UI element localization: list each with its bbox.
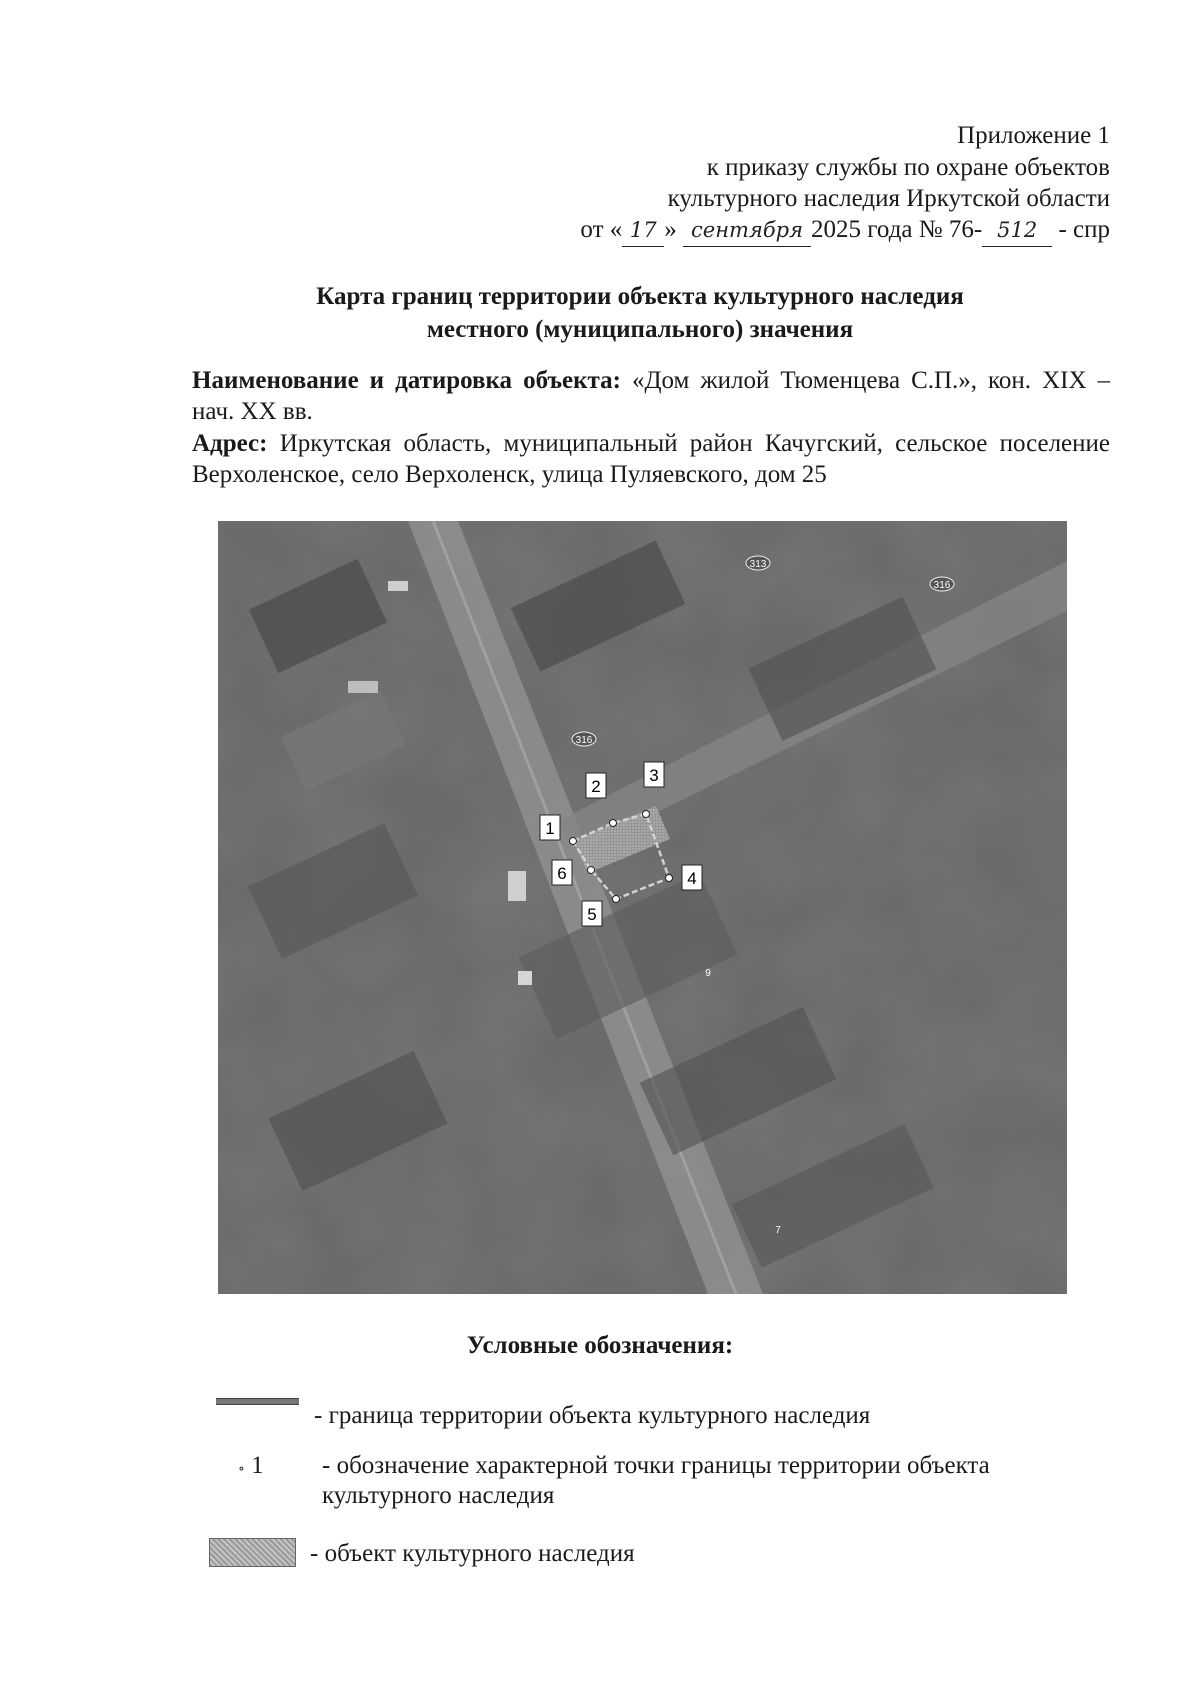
map-label-9: 9 <box>705 968 711 979</box>
legend-boundary-line-symbol <box>216 1398 299 1405</box>
boundary-point-3-dot <box>643 811 650 818</box>
legend-object-hatch-symbol <box>209 1538 296 1567</box>
order-line-1: к приказу службы по охране объектов <box>706 154 1110 181</box>
date-prefix: от « <box>580 216 623 243</box>
legend-title: Условные обозначения: <box>466 1332 734 1359</box>
date-month-handwritten: сентября <box>683 215 811 247</box>
object-name-label: Наименование и датировка объекта: <box>192 367 621 394</box>
boundary-label-1: 1 <box>545 819 555 838</box>
object-name <box>192 365 1110 427</box>
boundary-label-2: 2 <box>591 777 601 796</box>
boundary-point-2-dot <box>610 820 617 827</box>
order-suffix: - спр <box>1058 216 1110 243</box>
boundary-label-4: 4 <box>687 869 697 888</box>
date-day-handwritten: 17 <box>622 215 664 247</box>
boundary-label-3: 3 <box>649 766 659 785</box>
order-number-handwritten: 512 <box>982 215 1052 247</box>
satellite-map <box>218 521 1067 1294</box>
map-label-316: 316 <box>575 735 593 746</box>
title-line-1: Карта границ территории объекта культурного наследия <box>316 283 964 310</box>
legend-boundary-text: - граница территории объекта культурного наследия <box>314 1402 871 1429</box>
date-mid: » <box>664 216 677 243</box>
map-label-7: 7 <box>775 1225 781 1236</box>
date-year: 2025 года № 76- <box>811 216 983 243</box>
address-label: Адрес: <box>192 430 268 457</box>
title-line-2: местного (муниципального) значения <box>426 316 854 343</box>
boundary-label-6: 6 <box>557 864 567 883</box>
boundary-point-4-dot <box>666 875 673 882</box>
boundary-point-5-dot <box>613 896 620 903</box>
boundary-label-5: 5 <box>587 905 597 924</box>
boundary-point-6-dot <box>588 867 595 874</box>
boundary-point-1-dot <box>570 838 577 845</box>
legend-point-number: 1 <box>251 1452 264 1479</box>
legend-object-text: - объект культурного наследия <box>310 1540 635 1567</box>
map-label-313: 313 <box>749 559 767 570</box>
object-name-value: «Дом жилой Тюменцева С.П.», кон. XIX – нач. XX вв. <box>192 367 1110 425</box>
address-value: Иркутская область, муниципальный район Качугский, сельское поселение Верхоленское, село Верхоленск, улица Пуляевского, дом 25 <box>192 430 1111 488</box>
map-label-316-east: 316 <box>933 580 951 591</box>
legend-point-symbol <box>238 1451 264 1485</box>
appendix-label: Приложение 1 <box>957 122 1110 149</box>
object-address <box>192 428 1110 490</box>
order-line-2: культурного наследия Иркутской области <box>667 185 1110 212</box>
legend-point-dot-icon: ∘ <box>238 1462 245 1477</box>
legend-point-text: - обозначение характерной точки границы территории объекта культурного наследия <box>322 1452 990 1509</box>
order-date-line <box>580 214 1110 247</box>
